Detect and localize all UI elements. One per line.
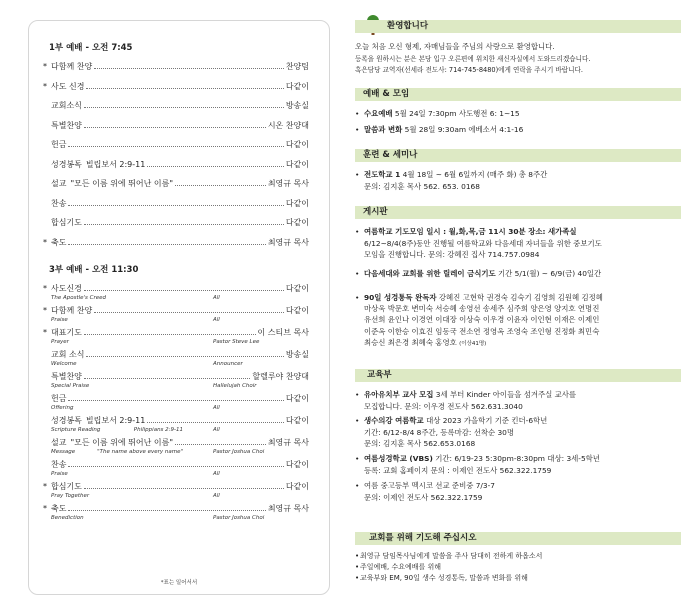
education-item-line: 문의: 이제인 전도사 562.322.1759 <box>364 492 483 502</box>
worship-item-text: 5월 24일 7:30pm 사도행전 6: 1~15 <box>394 109 520 118</box>
prayer-header: 교회를 위해 기도해 주십시오 <box>355 532 681 545</box>
order-star: * <box>43 482 47 491</box>
order-row-english <box>43 470 309 479</box>
education-item-label: 생수의강 여름학교 <box>364 416 424 425</box>
spacer <box>43 523 309 525</box>
education-item-vbs <box>355 453 687 476</box>
training-item <box>355 169 687 192</box>
order-row <box>43 100 309 111</box>
order-row <box>43 481 309 492</box>
bullet: • <box>355 390 360 399</box>
spacer <box>43 111 309 120</box>
worship-item-text: 5월 28일 9:30am 에베소서 4:1-16 <box>404 125 524 134</box>
order-row <box>43 393 309 404</box>
service1-order <box>43 61 309 256</box>
order-star: * <box>43 81 47 91</box>
order-row <box>43 415 309 426</box>
order-leader-dots <box>84 224 284 225</box>
spacer <box>43 248 309 257</box>
order-row-english <box>43 514 309 523</box>
board-item-line: 유선희 윤인나 이경연 이대장 이상숙 이우경 이윤자 이인현 이재은 이제인 <box>364 315 600 325</box>
order-leader-dots <box>94 68 284 69</box>
bullet: • <box>355 227 360 236</box>
education-item-line: 문의: 김지훈 목사 562.653.0168 <box>364 439 476 448</box>
order-item: 합심기도 <box>51 482 82 491</box>
order-leader: 다같이 <box>285 306 309 315</box>
order-leader-dots <box>68 466 283 467</box>
order-item: 특별찬양 <box>51 120 82 130</box>
order-item: 다함께 찬양 <box>51 62 93 71</box>
order-leader: 최영규 목사 <box>267 504 309 513</box>
welcome-line3: 혹은담당 교역자(선세라 전도사: 714-745-8480)에게 연락을 주시기 바랍니다. <box>355 66 583 74</box>
order-item: 대표기도 <box>51 328 82 337</box>
training-contact: 문의: 김지훈 목사 562. 653. 0168 <box>364 181 480 191</box>
board-item-line: 마상욱 박문호 변미숙 서승혜 송영선 송세주 심주희 양은영 양지호 연명진 <box>364 304 600 314</box>
order-leader-english: All <box>213 471 220 477</box>
order-item-english: Pray Together <box>51 493 90 499</box>
order-row-english <box>43 382 309 391</box>
order-row-english <box>43 492 309 501</box>
order-leader-dots <box>68 510 265 511</box>
board-item-line: 강혜진 고현학 권경숙 김숙기 김영희 김원혜 김정혜 <box>438 293 603 302</box>
standing-footnote: *표는 일어서서 <box>160 580 198 586</box>
order-row-english <box>43 360 309 369</box>
prayer-item <box>355 573 687 584</box>
education-item-line: 여름 중고등부 멕시코 선교 준비중 7/3-7 <box>364 481 495 490</box>
order-item: 찬송 <box>51 198 67 208</box>
order-item-english: Welcome <box>51 361 77 367</box>
order-item-english: Praise <box>51 317 68 323</box>
order-item: 설교 <box>51 438 67 447</box>
order-item-english: Prayer <box>51 339 69 345</box>
spacer <box>43 131 309 140</box>
order-row <box>43 327 309 338</box>
order-leader-english: All <box>213 405 220 411</box>
service3-title: 3부 예배 - 오전 11:30 <box>49 265 139 275</box>
order-row <box>43 437 309 448</box>
bullet: • <box>355 269 360 278</box>
order-detail: "모든 이름 위에 뛰어난 이름" <box>70 179 174 188</box>
bullet: • <box>355 552 360 560</box>
order-item: 헌금 <box>51 394 67 403</box>
order-leader-dots <box>147 166 283 167</box>
order-item: 축도 <box>51 504 67 513</box>
order-item: 찬송 <box>51 460 67 469</box>
order-row-english <box>43 294 309 303</box>
prayer-item <box>355 562 687 573</box>
order-leader-english: Pastor Joshua Choi <box>213 515 265 521</box>
bullet: • <box>355 416 360 425</box>
training-text: 4월 18일 ~ 6월 6일까지 (매주 화) 총 8주간 <box>402 170 548 179</box>
order-row-english <box>43 338 309 347</box>
bullet: • <box>355 293 360 302</box>
bullet: • <box>355 481 360 490</box>
order-row-english <box>43 404 309 413</box>
order-star: * <box>43 328 47 337</box>
order-row <box>43 198 309 209</box>
education-item-line: 대상 2023 가을학기 기준 킨더-6학년 <box>426 416 548 425</box>
order-leader: 방송실 <box>285 101 309 110</box>
order-item: 헌금 <box>51 140 67 149</box>
order-leader: 다같이 <box>285 218 309 227</box>
order-leader: 최영규 목사 <box>267 179 309 188</box>
bullet: • <box>355 170 360 179</box>
education-header: 교육부 <box>355 369 681 382</box>
prayer-item <box>355 551 687 562</box>
order-item: 사도 신경 <box>51 81 85 91</box>
education-item-line: 기간: 6/19-23 5:30pm-8:30pm 대상: 3세-5학년 <box>435 454 600 463</box>
order-leader-english: Pastor Joshua Choi <box>213 449 265 455</box>
order-item: 특별찬양 <box>51 372 82 381</box>
training-label: 전도학교 1 <box>364 170 401 179</box>
order-row-english <box>43 316 309 325</box>
board-item-line: 모임을 진행합니다. 문의: 강혜진 집사 714.757.0984 <box>364 250 540 259</box>
board-item-count: (이상41명) <box>459 340 487 347</box>
board-item-label: 다음세대와 교회를 위한 릴레이 금식기도 <box>364 269 496 278</box>
order-leader-dots <box>68 146 283 147</box>
board-item-fasting <box>355 268 687 280</box>
order-leader-english: Hallelujah Choir <box>213 383 257 389</box>
prayer-item-text: 교육부와 EM, 90일 생수 성경통독, 말씀과 변화를 위해 <box>360 574 528 582</box>
order-detail-english: "The name above every name" <box>97 449 183 455</box>
board-item-summer-prayer <box>355 226 687 261</box>
education-item-label: 여름성경학교 (VBS) <box>364 454 433 463</box>
order-leader: 이 스티브 목사 <box>257 328 309 337</box>
order-star: * <box>43 237 47 247</box>
order-item-english: Praise <box>51 471 68 477</box>
spacer <box>43 170 309 179</box>
order-leader-dots <box>147 422 283 423</box>
board-item-line: 최승신 최은경 최혜숙 홍영호 <box>364 337 460 347</box>
prayer-list <box>355 551 687 584</box>
order-leader: 최영규 목사 <box>267 237 309 247</box>
order-leader-dots <box>68 400 283 401</box>
order-leader: 방송실 <box>285 350 309 359</box>
order-detail: "모든 이름 위에 뛰어난 이름" <box>70 438 174 447</box>
welcome-line1: 오늘 처음 오신 형제, 자매님들을 주님의 사랑으로 환영합니다. <box>355 42 555 51</box>
education-item-line: 모집합니다. 문의: 이우경 전도사 562.631.3040 <box>364 401 523 411</box>
order-item-english: Special Praise <box>51 383 90 389</box>
order-item-english: Offering <box>51 405 74 411</box>
order-detail: 빌립보서 2:9-11 <box>85 416 146 425</box>
worship-item-wednesday <box>355 108 687 120</box>
order-item: 설교 <box>51 179 67 188</box>
order-row <box>43 139 309 150</box>
order-leader-english: All <box>213 493 220 499</box>
order-item-english: The Apostle's Creed <box>51 295 107 301</box>
order-row <box>43 120 309 131</box>
order-item: 축도 <box>51 237 67 247</box>
welcome-line2: 등록을 원하시는 분은 본당 입구 오른편에 위치한 새신자실에서 도와드리겠습니다. <box>355 55 591 63</box>
order-star: * <box>43 62 47 71</box>
order-item: 교회소식 <box>51 101 82 110</box>
order-item: 성경봉독 <box>51 159 82 169</box>
order-item: 교회 소식 <box>51 350 85 359</box>
order-leader-dots <box>84 488 284 489</box>
order-leader-english: All <box>213 295 220 301</box>
order-row <box>43 159 309 170</box>
education-item-line: 3세 부터 Kinder 아이들을 섬겨주실 교사를 <box>435 390 577 399</box>
spacer <box>43 92 309 101</box>
order-leader: 최영규 목사 <box>267 438 309 447</box>
spacer <box>43 189 309 198</box>
order-leader-dots <box>68 205 283 206</box>
order-leader-dots <box>94 312 284 313</box>
order-row <box>43 349 309 360</box>
training-header: 훈련 & 세미나 <box>355 149 681 162</box>
order-leader: 시온 찬양대 <box>267 120 309 130</box>
order-row <box>43 81 309 92</box>
order-row <box>43 371 309 382</box>
order-leader: 찬양팀 <box>285 62 309 71</box>
worship-item-label: 말씀과 변화 <box>364 125 403 134</box>
education-item-summer-school <box>355 415 687 450</box>
order-leader: 다같이 <box>285 416 309 425</box>
order-leader-dots <box>84 127 266 128</box>
bullet: • <box>355 574 360 582</box>
order-item: 다함께 찬양 <box>51 306 93 315</box>
board-item-label: 90일 성경통독 완독자 <box>364 293 437 302</box>
order-leader-english: Pastor Steve Lee <box>213 339 260 345</box>
order-row-english <box>43 448 309 457</box>
order-star: * <box>43 284 47 293</box>
board-item-line: 이준옥 이한승 이효진 임동국 전소연 정영옥 조영숙 조인형 진정화 최민숙 <box>364 326 600 336</box>
prayer-item-text: 최영규 담임목사님에게 말씀을 주사 담대히 전하게 하옵소서 <box>360 552 543 560</box>
education-item-mexico-mission <box>355 480 687 503</box>
order-leader-dots <box>86 356 283 357</box>
bullet: • <box>355 563 360 571</box>
order-star: * <box>43 504 47 513</box>
spacer <box>43 228 309 237</box>
spacer <box>43 72 309 81</box>
order-leader-dots <box>68 244 265 245</box>
education-item-line: 기간: 6/12-8/4 8주간, 등록마감: 선착순 30명 <box>364 427 515 437</box>
order-star: * <box>43 306 47 315</box>
order-item-english: Benediction <box>51 515 84 521</box>
order-leader-dots <box>84 378 250 379</box>
order-row <box>43 503 309 514</box>
order-leader-dots <box>175 185 266 186</box>
order-row <box>43 217 309 228</box>
order-leader: 다같이 <box>285 460 309 469</box>
order-of-worship-panel <box>28 20 330 595</box>
order-row <box>43 61 309 72</box>
order-leader: 다같이 <box>285 394 309 403</box>
order-item: 합심기도 <box>51 218 82 227</box>
order-detail-english: Philippians 2:9-11 <box>133 427 183 433</box>
worship-header: 예배 & 모임 <box>355 88 681 101</box>
board-item-text: 기간 5/1(월) ~ 6/9(금) 40일간 <box>498 269 602 278</box>
order-leader-dots <box>84 290 284 291</box>
spacer <box>43 209 309 218</box>
order-item: 성경봉독 <box>51 416 82 425</box>
order-leader: 다같이 <box>285 284 309 293</box>
bullet: • <box>355 454 360 463</box>
board-item-bible-reading <box>355 292 687 350</box>
order-leader: 다같이 <box>285 482 309 491</box>
order-leader-english: All <box>213 317 220 323</box>
order-detail: 빌립보서 2:9-11 <box>85 159 146 169</box>
order-row <box>43 459 309 470</box>
order-leader: 다같이 <box>285 81 309 91</box>
order-leader-dots <box>175 444 266 445</box>
service3-order <box>43 283 309 525</box>
order-row <box>43 237 309 248</box>
worship-item-word <box>355 124 687 136</box>
bullet: • <box>355 109 360 118</box>
order-leader: 다같이 <box>285 198 309 208</box>
education-item-label: 유아유치부 교사 모집 <box>364 390 434 399</box>
order-leader: 다같이 <box>285 159 309 169</box>
order-row <box>43 178 309 189</box>
order-row <box>43 283 309 294</box>
board-header: 게시판 <box>355 206 681 219</box>
order-row-english <box>43 426 309 435</box>
prayer-item-text: 주일예배, 수요예배를 위해 <box>360 563 442 571</box>
order-item-english: Message <box>51 449 76 455</box>
order-leader-english: Announcer <box>213 361 243 367</box>
education-item-teachers <box>355 389 687 412</box>
education-item-line: 등록: 교회 홈페이지 문의 : 이제인 전도사 562.322.1759 <box>364 465 552 475</box>
order-item: 사도신경 <box>51 284 82 293</box>
order-leader-dots <box>86 88 283 89</box>
worship-item-label: 수요예배 <box>364 109 393 118</box>
welcome-header: 환영합니다 <box>355 20 681 33</box>
order-row <box>43 305 309 316</box>
order-leader: 할렐루야 찬양대 <box>252 372 309 381</box>
board-item-label: 여름학교 기도모임 일시 : 월,화,목,금 11시 30분 장소: 새가족실 <box>364 227 577 236</box>
order-item-english: Scripture Reading <box>51 427 101 433</box>
order-leader: 다같이 <box>285 140 309 149</box>
board-item-line: 6/12~8/4(8주)동안 진행될 여름학교와 다음세대 자녀들을 위한 중보기도 <box>364 238 602 248</box>
bullet: • <box>355 125 360 134</box>
order-leader-dots <box>84 334 256 335</box>
spacer <box>43 150 309 159</box>
order-leader-english: All <box>213 427 220 433</box>
service1-title: 1부 예배 - 오전 7:45 <box>49 43 133 53</box>
order-leader-dots <box>84 107 284 108</box>
